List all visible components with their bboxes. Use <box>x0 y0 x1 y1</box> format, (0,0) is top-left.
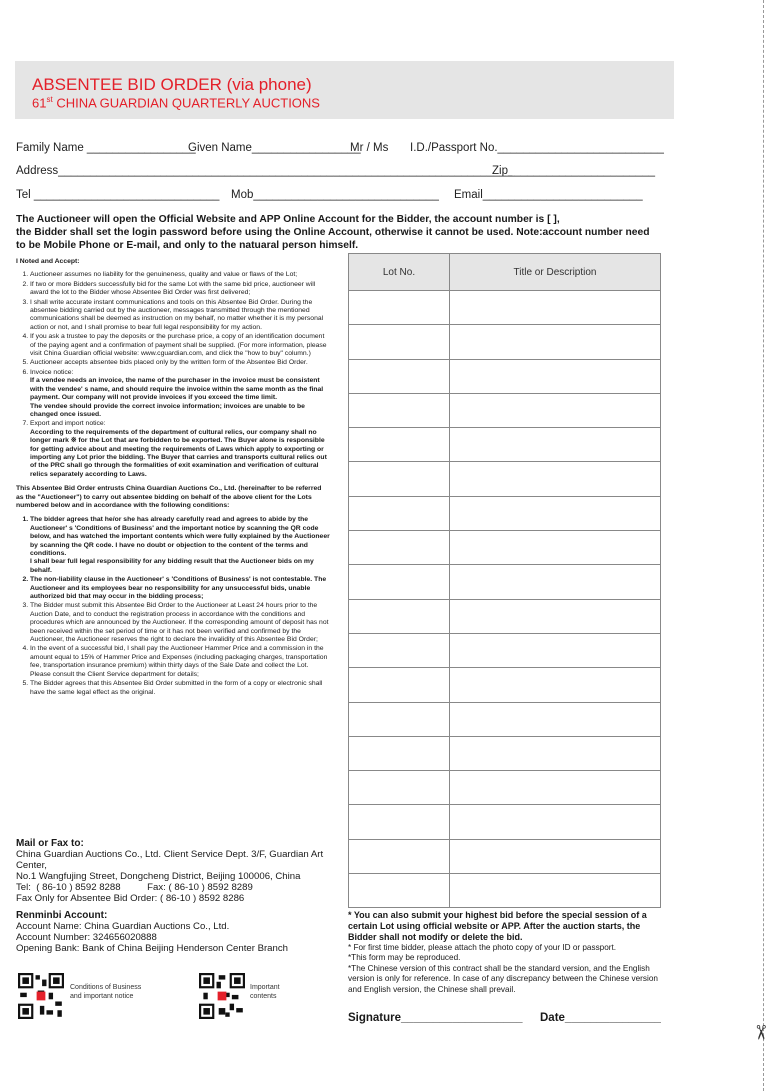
description-cell[interactable] <box>450 668 661 702</box>
list-item: 1. Auctioneer assumes no liability for the genuineness, quality and value or flaws of the Lot; <box>30 271 330 279</box>
terms-list <box>16 271 330 479</box>
lot-no-cell[interactable] <box>349 633 450 667</box>
lot-no-cell[interactable] <box>349 668 450 702</box>
description-cell[interactable] <box>450 599 661 633</box>
list-item: 1. The bidder agrees that he/or she has already carefully read and agrees to abide by the Auctioneer' s 'Conditions of Business' and the important notice by scanning the QR code below, and has watched the important contents which were fully explained by the Auctioneer by scanning the QR code. I have no doubt or objection to the content of the terms and conditions. I shall bear full legal responsibility for any bidding result that the Auctioneer bids on my behalf. <box>30 516 330 575</box>
family-name-field[interactable]: Family Name _________________ <box>16 142 196 154</box>
list-item: 4. In the event of a successful bid, I shall pay the Auctioneer Hammer Price and a commission in the amount equal to 15% of Hammer Price and Expenses (including packaging charges, transportation fee, transportation insurance premium) within thirty days of the Sale Date and collect the Lot. Please consult the Client Service department for details; <box>30 645 330 679</box>
lot-no-cell[interactable] <box>349 565 450 599</box>
lot-no-cell[interactable] <box>349 736 450 770</box>
field-row-name <box>16 142 664 158</box>
table-row <box>349 874 661 908</box>
lot-no-cell[interactable] <box>349 839 450 873</box>
passport-field[interactable]: I.D./Passport No.__________________________ <box>410 142 664 154</box>
lot-no-cell[interactable] <box>349 359 450 393</box>
table-row <box>349 839 661 873</box>
table-row <box>349 599 661 633</box>
lot-no-cell[interactable] <box>349 393 450 427</box>
list-item: 3. The Bidder must submit this Absentee Bid Order to the Auctioneer at Least 24 hours prior to the Auction Date, and to conduct the registration process in accordance with the conditions and procedures which are announced by the Auctioneer. If the corresponding amount of deposit has not been received within the set period of time or it has not been verified and confirmed by the Auctioneer, the Auctioneer reserves the right to declare the invalidity of this Absentee Bid Order; <box>30 602 330 644</box>
lot-no-cell[interactable] <box>349 428 450 462</box>
description-cell[interactable] <box>450 565 661 599</box>
list-item: 4. If you ask a trustee to pay the deposits or the purchase price, a copy of an identification document of the paying agent and a confirmation of payment shall be supplied. (For more information, please visit China Guardian official website: www.cguardian.com, and click the "how to buy" column.) <box>30 333 330 358</box>
title-banner <box>15 61 674 119</box>
list-item: 7. Export and import notice: According to the requirements of the department of cultural relics, our company shall no longer mark ※ for the Lot that are forbidden to be exported. The Buyer alone is responsible for getting advice about and meeting the requirements of Laws which apply to exporting or importing any Lot prior the bidding. The Buyer that carries and transports cultural relics out of the PRC shall go through the formalities of exit examination and verification of cultural relics separately according to Laws. <box>30 420 330 479</box>
lot-no-cell[interactable] <box>349 291 450 325</box>
table-row <box>349 393 661 427</box>
description-cell[interactable] <box>450 291 661 325</box>
form-title: ABSENTEE BID ORDER (via phone) <box>32 75 312 94</box>
list-item: 5. Auctioneer accepts absentee bids placed only by the written form of the Absentee Bid Order. <box>30 359 330 367</box>
table-row <box>349 771 661 805</box>
lot-no-cell[interactable] <box>349 874 450 908</box>
table-row <box>349 805 661 839</box>
description-cell[interactable] <box>450 702 661 736</box>
qr-code-icon[interactable] <box>199 973 245 1019</box>
zip-field[interactable]: Zip_______________________ <box>492 165 656 177</box>
table-row <box>349 565 661 599</box>
conditions-list <box>16 516 330 697</box>
lot-no-cell[interactable] <box>349 325 450 359</box>
list-item: 2. If two or more Bidders successfully bid for the same Lot with the same bid price, auctioneer will award the lot to the Bidder whose Absentee Bid Order was first delivered; <box>30 281 330 298</box>
field-row-contact <box>16 189 658 205</box>
qr-label-important: Important contents <box>250 984 280 1000</box>
scissors-icon: ✂ <box>748 1024 771 1041</box>
terms-heading: I Noted and Accept: <box>16 258 80 265</box>
table-row <box>349 325 661 359</box>
description-cell[interactable] <box>450 805 661 839</box>
bank-account-section: Renminbi Account: Account Name: China Guardian Auctions Co., Ltd. Account Number: 324656020888 Opening Bank: Bank of China Beijing Henderson Center Branch <box>16 910 288 954</box>
description-header: Title or Description <box>450 254 661 291</box>
table-row <box>349 633 661 667</box>
table-row <box>349 736 661 770</box>
description-cell[interactable] <box>450 839 661 873</box>
lot-no-cell[interactable] <box>349 599 450 633</box>
lot-no-cell[interactable] <box>349 702 450 736</box>
address-field[interactable]: Address_______________________________________________________________________ <box>16 165 513 177</box>
account-notice: The Auctioneer will open the Official Website and APP Online Account for the Bidder, the account number is [ ], the Bidder shall set the login password before using the Online Account, otherwise it cannot be used. Note:account number need to be Mobile Phone or E-mail, and only to the natuaral person himself. <box>16 214 650 251</box>
footnotes: * You can also submit your highest bid before the special session of a certain Lot using official website or APP. After the auction starts, the Bidder shall not modify or delete the bid. * For first time bidder, please attach the photo copy of your ID or passport. *This form may be reproduced. *The Chinese version of this contract shall be the standard version, and the English version is only for reference. In case of any discrepancy between the Chinese version and English version, the Chinese shall prevail. <box>348 910 658 994</box>
description-cell[interactable] <box>450 771 661 805</box>
description-cell[interactable] <box>450 325 661 359</box>
signature-field[interactable]: Signature___________________ <box>348 1012 523 1024</box>
description-cell[interactable] <box>450 359 661 393</box>
lot-no-cell[interactable] <box>349 805 450 839</box>
lot-no-header: Lot No. <box>349 254 450 291</box>
lot-table <box>348 253 661 908</box>
description-cell[interactable] <box>450 496 661 530</box>
title-field[interactable]: Mr / Ms <box>350 142 389 154</box>
table-row <box>349 496 661 530</box>
form-subtitle: 61st CHINA GUARDIAN QUARTERLY AUCTIONS <box>32 95 320 111</box>
description-cell[interactable] <box>450 531 661 565</box>
lot-no-cell[interactable] <box>349 531 450 565</box>
date-field[interactable]: Date_______________ <box>540 1012 661 1024</box>
description-cell[interactable] <box>450 428 661 462</box>
table-row <box>349 291 661 325</box>
lot-no-cell[interactable] <box>349 496 450 530</box>
field-row-address <box>16 165 658 181</box>
lot-no-cell[interactable] <box>349 462 450 496</box>
mail-section: Mail or Fax to: China Guardian Auctions Co., Ltd. Client Service Dept. 3/F, Guardian Art Center, No.1 Wangfujing Street, Dongcheng District, Beijing 100006, China Tel: ( 86-10 ) 8592 8288 Fax: ( 86-10 ) 8592 8289 Fax Only for Absentee Bid Order: ( 86-10 ) 8592 8286 <box>16 838 324 904</box>
table-row <box>349 531 661 565</box>
entrust-paragraph: This Absentee Bid Order entrusts China Guardian Auctions Co., Ltd. (hereinafter to be referred as the "Auctioneer") to carry out absentee bidding on behalf of the above client for the Lots numbered below and in accordance with the following conditions: <box>16 485 322 509</box>
list-item: 2. The non-liability clause in the Auctioneer' s 'Conditions of Business' is not contestable. The Auctioneer and its employees bear no responsibility for any unsuccessful bids, unable authorized bid that may occur in the bidding process; <box>30 576 330 601</box>
description-cell[interactable] <box>450 633 661 667</box>
email-field[interactable]: Email_________________________ <box>454 189 643 201</box>
qr-code-icon[interactable] <box>18 973 64 1019</box>
lot-table-body <box>349 291 661 908</box>
list-item: 6. Invoice notice: If a vendee needs an invoice, the name of the purchaser in the invoice must be consistent with the vendee' s name, and should require the invoice within the same month as the final payment. Our company will not provide invoices if you exceed the time limit. The vendee should provide the correct invoice information; invoices are unable to be changed once issued. <box>30 369 330 419</box>
table-row <box>349 359 661 393</box>
lot-no-cell[interactable] <box>349 771 450 805</box>
description-cell[interactable] <box>450 874 661 908</box>
terms-section <box>16 258 330 698</box>
cut-line <box>763 0 764 1091</box>
description-cell[interactable] <box>450 736 661 770</box>
list-item: 5. The Bidder agrees that this Absentee Bid Order submitted in the form of a copy or electronic shall have the same legal effect as the original. <box>30 680 330 697</box>
description-cell[interactable] <box>450 462 661 496</box>
description-cell[interactable] <box>450 393 661 427</box>
table-row <box>349 428 661 462</box>
qr-label-conditions: Conditions of Business and important notice <box>70 984 142 1000</box>
tel-field[interactable]: Tel _____________________________ <box>16 189 220 201</box>
mob-field[interactable]: Mob_____________________________ <box>231 189 439 201</box>
list-item: 3. I shall write accurate instant communications and tools on this Absentee Bid Order. During the absentee bidding carried out by the auctioneer, messages transmitted through the mentioned communications shall be deemed as instruction on my behalf, no matter whether it is my personal action or not, and I shall promise to bear full legal responsibility for my action. <box>30 299 330 333</box>
table-row <box>349 702 661 736</box>
given-name-field[interactable]: Given Name_________________ <box>188 142 361 154</box>
table-row <box>349 668 661 702</box>
table-row <box>349 462 661 496</box>
